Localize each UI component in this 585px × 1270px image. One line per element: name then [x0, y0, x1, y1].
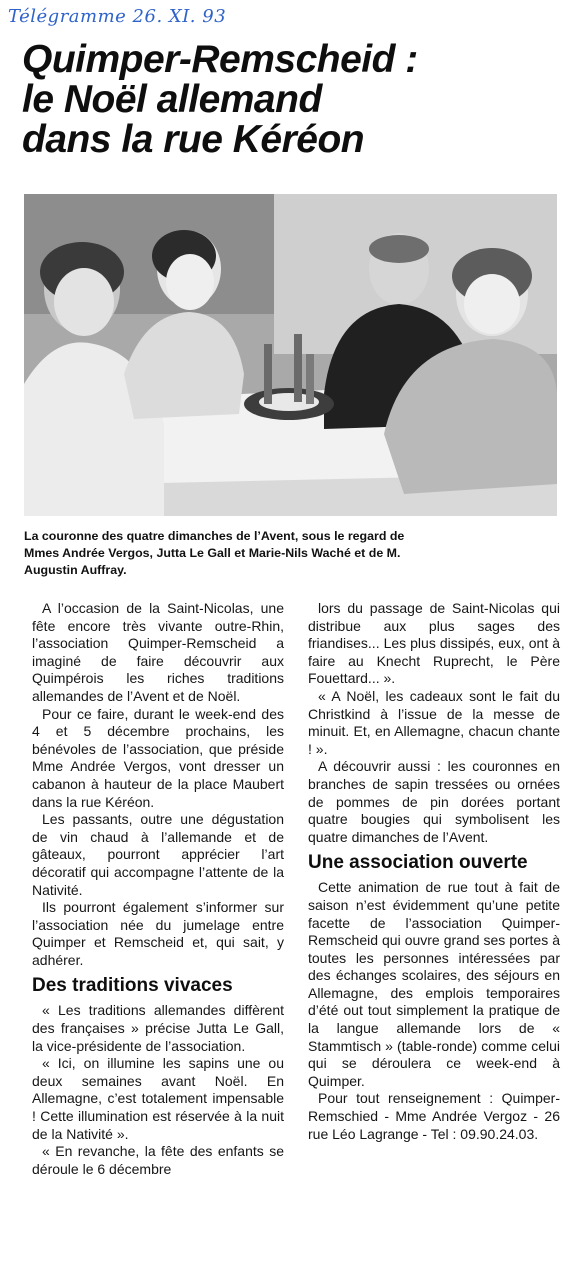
- article-photo: [24, 194, 557, 516]
- handwritten-date-note: Télégramme 26. XI. 93: [8, 6, 227, 27]
- paragraph: Les passants, outre une dégustation de vin chaud à l’allemande et de gâteaux, pourront apprécier l’art décoratif qui accompagne l’attente de la Nativité.: [32, 811, 284, 898]
- subheading: Des traditions vivaces: [32, 975, 233, 997]
- article-column-left: [32, 600, 284, 1178]
- article-headline: [22, 40, 562, 160]
- paragraph: A l’occasion de la Saint-Nicolas, une fête encore très vivante outre-Rhin, l’association Quimper-Remscheid a imaginé de faire découvrir aux Quimpérois les riches traditions allemandes de l’Avent et de Noël.: [32, 600, 284, 704]
- photo-caption: [24, 528, 564, 579]
- paragraph: Pour ce faire, durant le week-end des 4 et 5 décembre prochains, les bénévoles de l’association, que préside Mme Andrée Vergos, vont dresser un cabanon à hauteur de la place Maubert dans la rue Kéréon.: [32, 705, 284, 810]
- paragraph: « A Noël, les cadeaux sont le fait du Christkind à l’issue de la messe de minuit. Et, en Allemagne, chacun chante ! ».: [308, 687, 560, 757]
- headline-line-3: dans la rue Kéréon: [22, 118, 365, 161]
- photo-illustration: [24, 194, 557, 516]
- paragraph: lors du passage de Saint-Nicolas qui distribue aux plus sages des friandises... Les plus dissipés, eux, ont à faire au Knecht Ruprecht, le Père Fouettard... ».: [308, 600, 560, 687]
- paragraph: Ils pourront également s’informer sur l’association née du jumelage entre Quimper et Remscheid et, qui sait, y adhérer.: [32, 899, 284, 968]
- caption-line-3: Augustin Auffray.: [24, 563, 127, 577]
- caption-line-2: Mmes Andrée Vergos, Jutta Le Gall et Marie-Nils Waché et de M.: [24, 546, 401, 560]
- subheading: Une association ouverte: [308, 852, 528, 874]
- paragraph: Cette animation de rue tout à fait de saison n’est évidemment qu’une petite facette de l’association Quimper-Remscheid qui ouvre grand ses portes à toutes les personnes intéressées par des échanges scolaires, des séjours en Allemagne, des emplois temporaires d’été out tout simplement la pratique de la langue allemande lors de « Stammtisch » (table-ronde) comme celui qui se déroulera ce week-end à Quimper.: [308, 879, 560, 1089]
- paragraph: « Ici, on illumine les sapins une ou deux semaines avant Noël. En Allemagne, c’est totalement impensable ! Cette illumination est réservée à la nuit de la Nativité ».: [32, 1055, 284, 1142]
- article-column-right: [308, 600, 560, 1143]
- paragraph: « Les traditions allemandes diffèrent des françaises » précise Jutta Le Gall, la vice-présidente de l’association.: [32, 1002, 284, 1054]
- contact-paragraph: Pour tout renseignement : Quimper-Remschied - Mme Andrée Vergoz - 26 rue Léo Lagrange - Tel : 09.90.24.03.: [308, 1090, 560, 1142]
- headline-line-2: le Noël allemand: [22, 78, 322, 121]
- caption-line-1: La couronne des quatre dimanches de l’Avent, sous le regard de: [24, 529, 405, 543]
- paragraph: « En revanche, la fête des enfants se déroule le 6 décembre: [32, 1143, 284, 1177]
- paragraph: A découvrir aussi : les couronnes en branches de sapin tressées ou ornées de pommes de pin dorées portant quatre bougies qui symbolisent les quatre dimanches de l’Avent.: [308, 758, 560, 845]
- headline-line-1: Quimper-Remscheid :: [22, 38, 418, 81]
